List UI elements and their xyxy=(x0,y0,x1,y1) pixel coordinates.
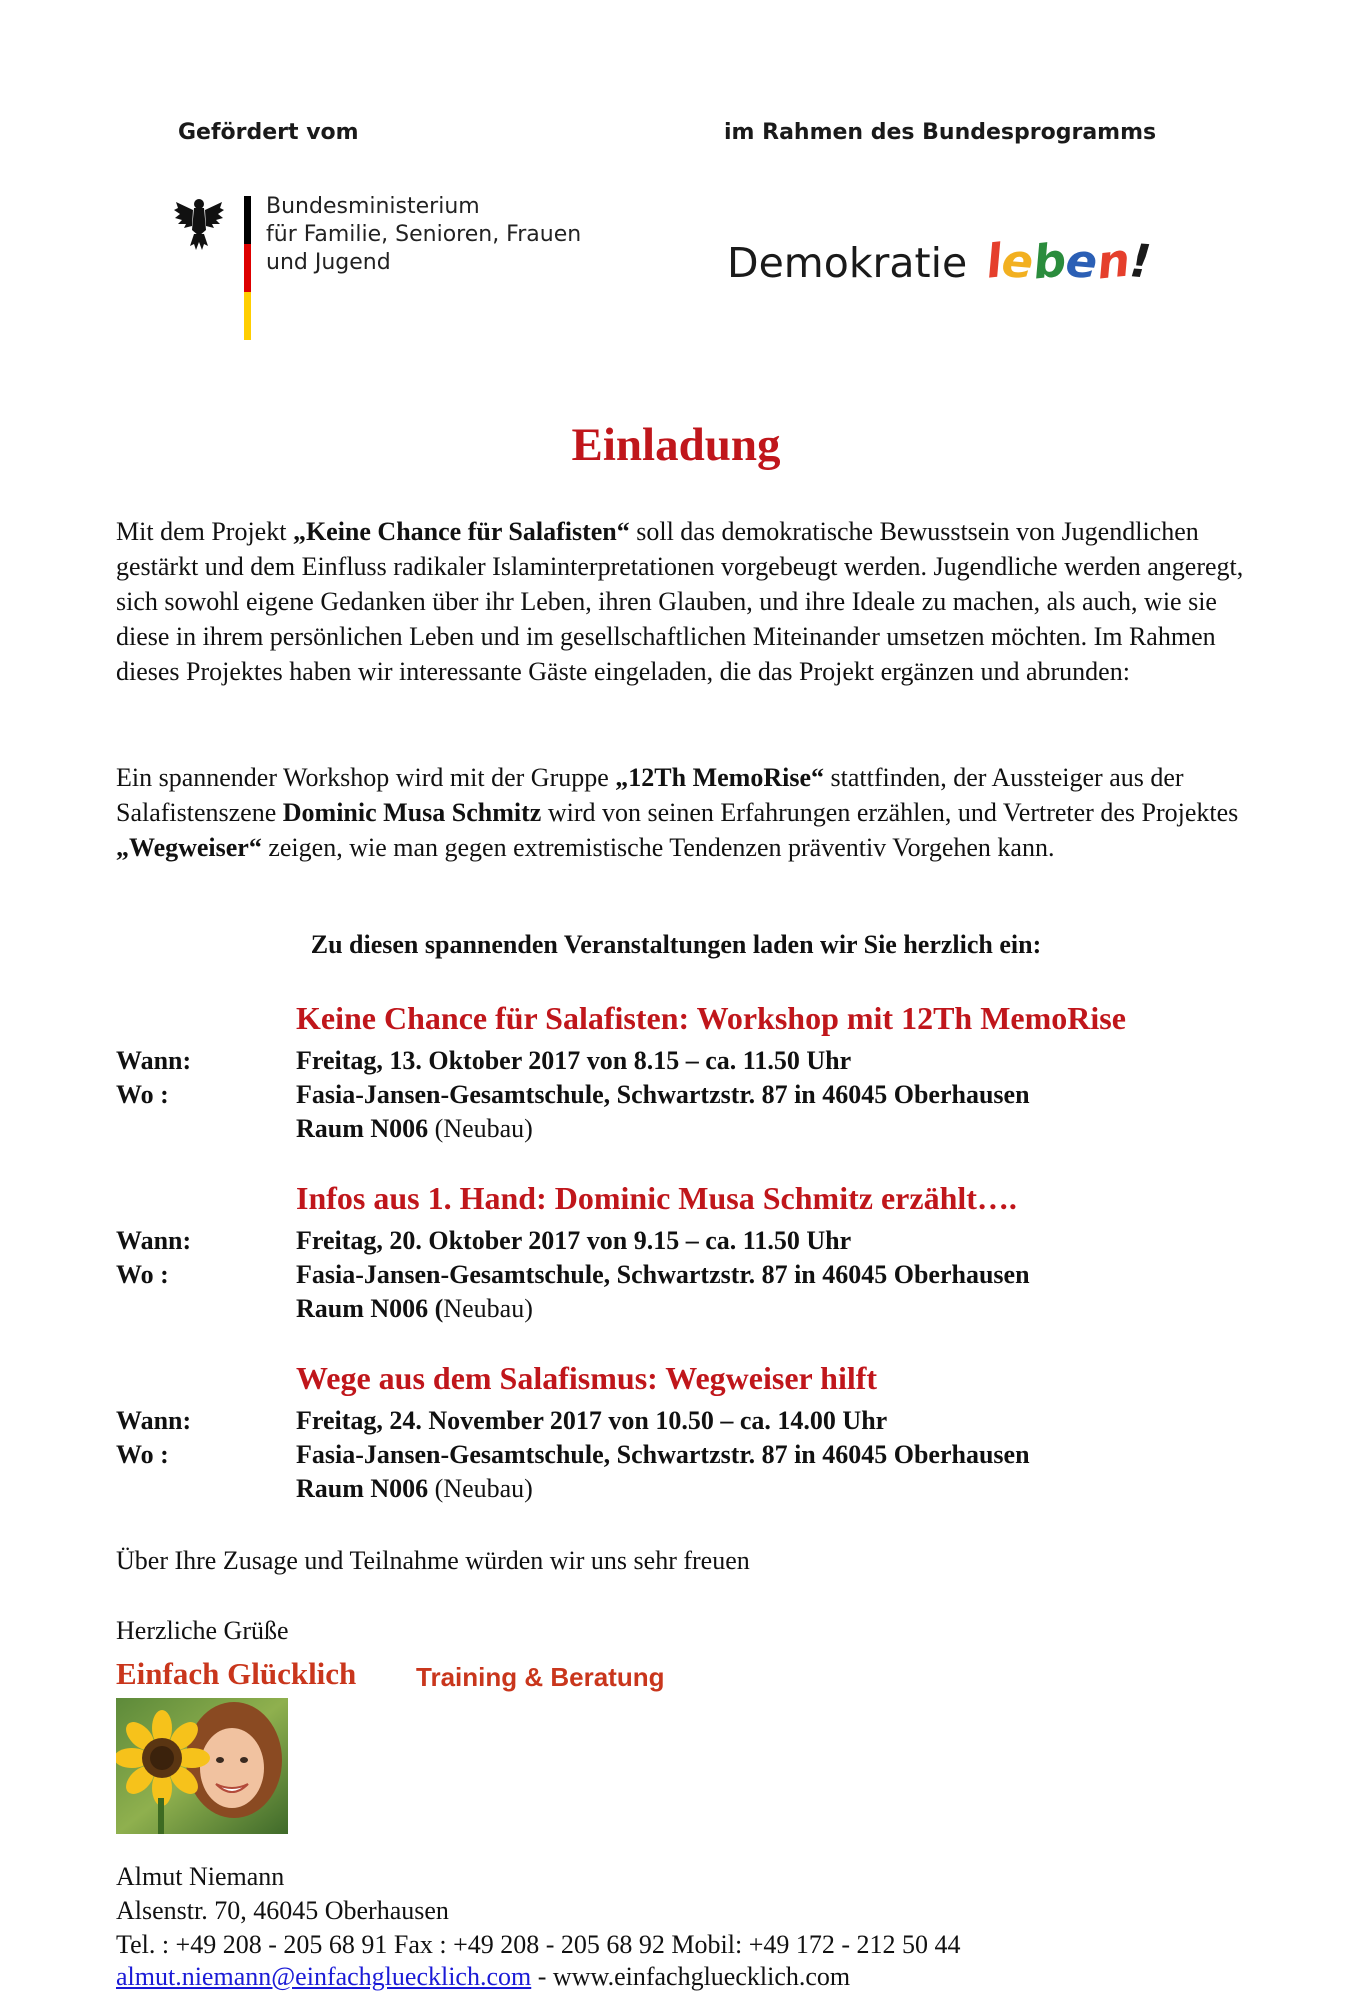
contact-name: Almut Niemann xyxy=(116,1862,285,1891)
separator: - xyxy=(531,1962,553,1991)
email-link[interactable]: almut.niemann@einfachgluecklich.com xyxy=(116,1962,532,1991)
ministry-line: Bundesministerium xyxy=(266,194,480,219)
room-note: (Neubau) xyxy=(428,1114,533,1143)
flag-stripe-black xyxy=(244,196,251,244)
guests-text: stattfinden, der Aussteiger aus der Salafistenszene xyxy=(116,763,1184,827)
event-where: Fasia-Jansen-Gesamtschule, Schwartzstr. 87 in 46045 Oberhausen xyxy=(296,1260,1030,1289)
event-when: Freitag, 20. Oktober 2017 von 9.15 – ca. 11.50 Uhr xyxy=(296,1226,852,1255)
logo-letter: b xyxy=(1030,232,1069,290)
company-subtitle: Training & Beratung xyxy=(416,1662,665,1692)
ministry-name xyxy=(266,193,581,277)
intro-text: soll das demokratische Bewusstsein von Jugendlichen gestärkt und dem Einfluss radikaler Islaminterpretationen vorgebeugt werden. Jugendliche werden angeregt, sich sowohl eigene Gedanken über ihr Leben, ihren Glauben, und ihre Ideale zu machen, als auch, wie sie diese in ihrem persönlichen Leben und im gesellschaftlichen Miteinander umsetzen möchten. Im Rahmen dieses Projektes haben wir interessante Gäste eingeladen, die das Projekt ergänzen und abrunden: xyxy=(116,517,1244,686)
where-label: Wo : xyxy=(116,1440,169,1469)
german-flag-bar xyxy=(244,196,251,340)
when-label: Wann: xyxy=(116,1046,192,1075)
room-number: Raum N006 xyxy=(296,1114,429,1143)
guests-text: wird von seinen Erfahrungen erzählen, und Vertreter des Projektes xyxy=(541,798,1239,827)
event-room xyxy=(296,1294,533,1324)
logo-letter: l xyxy=(983,233,1005,289)
when-label: Wann: xyxy=(116,1226,192,1255)
event-title: Wege aus dem Salafismus: Wegweiser hilft xyxy=(296,1360,878,1396)
event-title: Keine Chance für Salafisten: Workshop mit 12Th MemoRise xyxy=(296,1000,1126,1036)
event-title: Infos aus 1. Hand: Dominic Musa Schmitz erzählt…. xyxy=(296,1180,1017,1216)
guests-paragraph xyxy=(116,760,1246,865)
program-label: im Rahmen des Bundesprogramms xyxy=(724,120,1157,145)
contact-address: Alsenstr. 70, 46045 Oberhausen xyxy=(116,1896,449,1925)
guests-text: Ein spannender Workshop wird mit der Gruppe xyxy=(116,763,616,792)
logo-letter: ! xyxy=(1127,233,1154,289)
event-where: Fasia-Jansen-Gesamtschule, Schwartzstr. 87 in 46045 Oberhausen xyxy=(296,1440,1030,1469)
program-word: Demokratie xyxy=(727,239,968,287)
guests-text: zeigen, wie man gegen extremistische Tendenzen präventiv Vorgehen kann. xyxy=(261,833,1055,862)
contact-phones: Tel. : +49 208 - 205 68 91 Fax : +49 208 - 205 68 92 Mobil: +49 172 - 212 50 44 xyxy=(116,1930,961,1959)
where-label: Wo : xyxy=(116,1260,169,1289)
funded-by-label: Gefördert vom xyxy=(178,120,359,145)
federal-eagle-icon xyxy=(172,194,226,252)
page-title: Einladung xyxy=(571,419,781,471)
room-note: (Neubau) xyxy=(428,1474,533,1503)
room-number: Raum N006 ( xyxy=(296,1294,444,1323)
contact-web-line xyxy=(116,1962,850,1992)
ministry-line: und Jugend xyxy=(266,250,391,275)
where-label: Wo : xyxy=(116,1080,169,1109)
speaker-name: Dominic Musa Schmitz xyxy=(282,798,542,827)
project-name: „Keine Chance für Salafisten“ xyxy=(292,517,630,546)
group-name: „12Th MemoRise“ xyxy=(615,763,824,792)
website-text: www.einfachgluecklich.com xyxy=(552,1962,851,1991)
invite-line: Zu diesen spannenden Veranstaltungen laden wir Sie herzlich ein: xyxy=(310,930,1042,959)
program-accent-word xyxy=(983,232,1154,290)
event-where: Fasia-Jansen-Gesamtschule, Schwartzstr. 87 in 46045 Oberhausen xyxy=(296,1080,1030,1109)
greeting: Herzliche Grüße xyxy=(116,1616,289,1645)
event-when: Freitag, 13. Oktober 2017 von 8.15 – ca. 11.50 Uhr xyxy=(296,1046,852,1075)
company-name: Einfach Glücklich xyxy=(116,1656,357,1691)
logo-letter: n xyxy=(1094,232,1133,290)
profile-photo xyxy=(116,1698,288,1834)
event-room xyxy=(296,1114,533,1144)
ministry-line: für Familie, Senioren, Frauen xyxy=(266,222,582,247)
closing-sentence: Über Ihre Zusage und Teilnahme würden wir uns sehr freuen xyxy=(116,1546,750,1575)
flag-stripe-red xyxy=(244,244,251,292)
intro-text: Mit dem Projekt xyxy=(116,517,293,546)
event-room xyxy=(296,1474,533,1504)
when-label: Wann: xyxy=(116,1406,192,1435)
intro-paragraph xyxy=(116,514,1246,689)
logo-letter: e xyxy=(1063,232,1100,290)
room-number: Raum N006 xyxy=(296,1474,429,1503)
room-note: Neubau) xyxy=(443,1294,533,1323)
demokratie-leben-logo xyxy=(727,232,1154,290)
partner-project-name: „Wegweiser“ xyxy=(116,833,262,862)
event-when: Freitag, 24. November 2017 von 10.50 – ca. 14.00 Uhr xyxy=(296,1406,888,1435)
logo-letter: e xyxy=(999,232,1036,290)
flag-stripe-gold xyxy=(244,292,251,340)
